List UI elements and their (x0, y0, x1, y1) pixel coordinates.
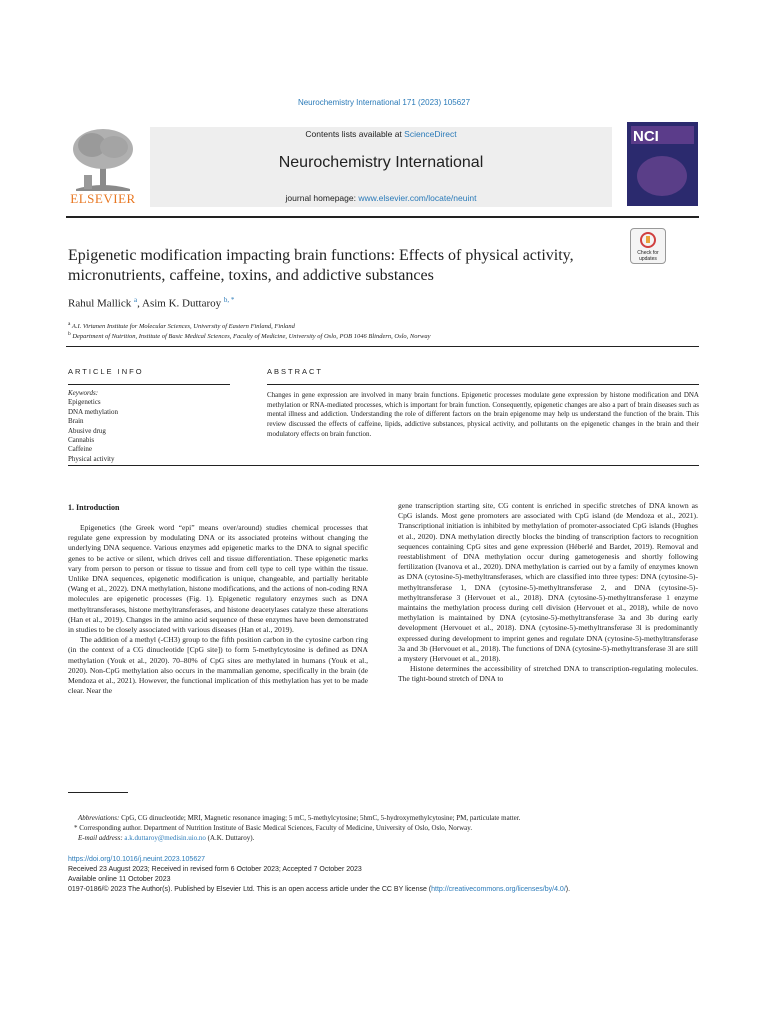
journal-reference[interactable]: Neurochemistry International 171 (2023) 105627 (297, 98, 471, 107)
article-title: Epigenetic modification impacting brain functions: Effects of physical activity, micronutrients, caffeine, toxins, and addictive substances (68, 247, 574, 284)
abbreviations-note: Abbreviations: CpG, CG dinucleotide; MRI, Magnetic resonance imaging; 5 mC, 5-methylcytosine; 5hmC, 5-hydroxymethylcytosine; PM, particulate matter. (78, 814, 521, 822)
received-dates: Received 23 August 2023; Received in revised form 6 October 2023; Accepted 7 October 2023 (68, 866, 362, 873)
license-line: 0197-0186/© 2023 The Author(s). Published by Elsevier Ltd. This is an open access article under the CC BY license (http://creativecommons.org/licenses/by/4.0/). (68, 886, 571, 893)
paragraph: gene transcription starting site, CG content is enriched in specific stretches of DNA known as CpG islands. Most gene promoters are associated with CpG island (de Mendoza et al., 2021). Transcriptional initiation is inhibited by methylation of promoter-associated CpG islands (Hughes et al., 2020). DNA methylation directly blocks the binding of transcription factors to recognition sequences containing CpG sites and gene expression (Héberlé and Bardet, 2019). Removal and reestablishment of DNA methylation occur during gametogenesis and shortly following fertilization (Ivanova et al., 2020). DNA methylation is carried out by a family of enzymes known as DNA (cytosine-5)-methyltransferases, which are classified into three types: DNA (cytosine-5)-methyltransferase 1, DNA (cytosine-5)-methyltransferase 2, and DNA (cytosine-5)-methyltransferase 3 (Hervouet et al., 2018). DNA (cytosine-5)-methyltransferase 1 enzyme maintains the methylation process during cell division (Hervouet et al., 2018), while de novo methylation is maintained by DNA (cytosine-5)-methyltransferase 3a and 3b during early development (Hervouet et al., 2018). DNA (cytosine-5)-methyltransferase 3l is predominantly expressed during development to imprint genes and regulate DNA (cytosine-5)-methyltransferase 3a and 3b (Hervouet et al., 2018). The functions of DNA (cytosine-5)-methyltransferase 3l are still a mystery (Hervouet et al., 2018). (398, 501, 698, 664)
journal-cover[interactable] (627, 122, 698, 206)
paragraph: Epigenetics (the Greek word “epi” means over/around) studies chemical processes that regulate gene expression by modulating DNA or its associated proteins without changing the underlying DNA sequence. Various enzymes add epigenetic marks to the DNA to signal specific genes to be active or silent, which drives cell and tissue differentiation. These epigenetic marks vary from person to person or tissue to tissue and from cell type to cell type within the tissue. Unlike DNA sequences, epigenetic modification is unique, changeable, and partially heritable (Wang et al., 2022). DNA methylation, histone modifications, and the actions of non-coding RNA molecules are epigenetic processes (Fig. 1). Epigenetic regulatory enzymes such as DNA methyltransferases, histone methyltransferases, and histone deacetylases catalyze these alterations (Han et al., 2019). Changes in the amino acid sequence of these enzymes have been demonstrated in studies to be closely associated with various diseases (Han et al., 2019). (68, 523, 368, 635)
author-2-affil[interactable]: b, * (223, 296, 235, 304)
keyword-item: Brain (68, 417, 84, 426)
header-rule (66, 216, 699, 218)
contents-line: Contents lists available at ScienceDirect (305, 129, 457, 139)
homepage-link[interactable]: www.elsevier.com/locate/neuint (358, 193, 477, 203)
email-link[interactable]: a.k.duttaroy@medisin.uio.no (124, 834, 206, 842)
paragraph: The addition of a methyl (-CH3) group to the fifth position carbon in the cytosine carbon ring (in the context of a CG dinucleotide [CpG site]) to form 5-methylcytosine is defined as DNA methylation (Youk et al., 2020). 70–80% of CpG sites are methylated in humans (Youk et al., 2020). Non-CpG methylation also occurs in the mammalian genome, specifically in the brain (de Mendoza et al., 2021). However, the functional implication of this methylation has yet to be made clear. Near the (68, 635, 368, 696)
publication-info (68, 855, 700, 895)
footnote-rule (68, 792, 128, 793)
affiliation-rule (66, 346, 699, 347)
keyword-item: Cannabis (68, 436, 95, 445)
author-2[interactable]: Asim K. Duttaroy (142, 297, 222, 310)
elsevier-logo (66, 127, 140, 205)
available-online: Available online 11 October 2023 (68, 876, 171, 883)
sciencedirect-link[interactable]: ScienceDirect (404, 129, 457, 139)
article-info-rule (68, 384, 230, 385)
check-updates-label: Check for updates (637, 250, 659, 262)
keyword-item: DNA methylation (68, 407, 118, 416)
doi-link[interactable]: https://doi.org/10.1016/j.neuint.2023.105627 (68, 856, 205, 863)
article-info-label: ARTICLE INFO (68, 367, 144, 376)
keywords-list (68, 389, 118, 464)
affiliation-b: $^b$ Department of Nutrition, Institute of Basic Medical Sciences, Faculty of Medicine, University of Oslo, POB 1046 Blindern, Oslo, Norway (68, 331, 431, 341)
body-right-column (398, 501, 698, 685)
footnotes (68, 813, 700, 843)
check-for-updates-button[interactable] (630, 228, 666, 264)
cover-title: NCI (633, 128, 659, 145)
publisher-name: ELSEVIER (70, 191, 136, 206)
keyword-item: Physical activity (68, 454, 115, 463)
affiliation-a: $^a$ A.I. Virtanen Institute for Molecular Sciences, University of Eastern Finland, Finland (68, 321, 295, 331)
keyword-item: Caffeine (68, 445, 92, 454)
check-updates-icon (640, 232, 656, 248)
abstract-rule (267, 384, 699, 385)
keywords-heading: Keywords: (68, 389, 99, 397)
journal-title: Neurochemistry International (278, 154, 484, 171)
authors: Rahul Mallick $^a$, Asim K. Duttaroy $^{b, *}$ (68, 296, 235, 310)
abstract-bottom-rule (68, 465, 699, 466)
email-note: E-mail address: a.k.duttaroy@medisin.uio.no (A.K. Duttaroy). (78, 834, 255, 842)
section-heading-introduction: 1. Introduction (68, 503, 120, 512)
keyword-item: Epigenetics (68, 398, 101, 407)
keyword-item: Abusive drug (68, 426, 106, 435)
body-left-column (68, 523, 368, 696)
paragraph: Histone determines the accessibility of stretched DNA to transcription-regulating molecules. The tight-bound stretch of DNA to (398, 664, 698, 684)
abstract-text: Changes in gene expression are involved in many brain functions. Epigenetic processes modulate gene expression by histone modification and DNA methylation or RNA-mediated processes, which is important for brain function. Consequently, epigenetic changes are also a part of brain diseases such as mental illness and addiction. Understanding the role of different factors on the brain epigenome may help us understand the function of the brain. This review discussed the effects of caffeine, lipids, addictive substances, physical activity, and pollutants on the epigenetic changes in the brain and their modulatory effects on brain function. (267, 391, 699, 438)
license-link[interactable]: http://creativecommons.org/licenses/by/4.0/ (431, 886, 566, 893)
abstract-label: ABSTRACT (267, 367, 324, 376)
journal-homepage: journal homepage: www.elsevier.com/locate/neuint (285, 193, 477, 203)
author-1[interactable]: Rahul Mallick (68, 297, 132, 310)
corresponding-author-note: * Corresponding author. Department of Nutrition Institute of Basic Medical Sciences, Faculty of Medicine, University of Oslo, Oslo, Norway. (74, 824, 473, 832)
author-1-affil[interactable]: a (134, 296, 138, 304)
